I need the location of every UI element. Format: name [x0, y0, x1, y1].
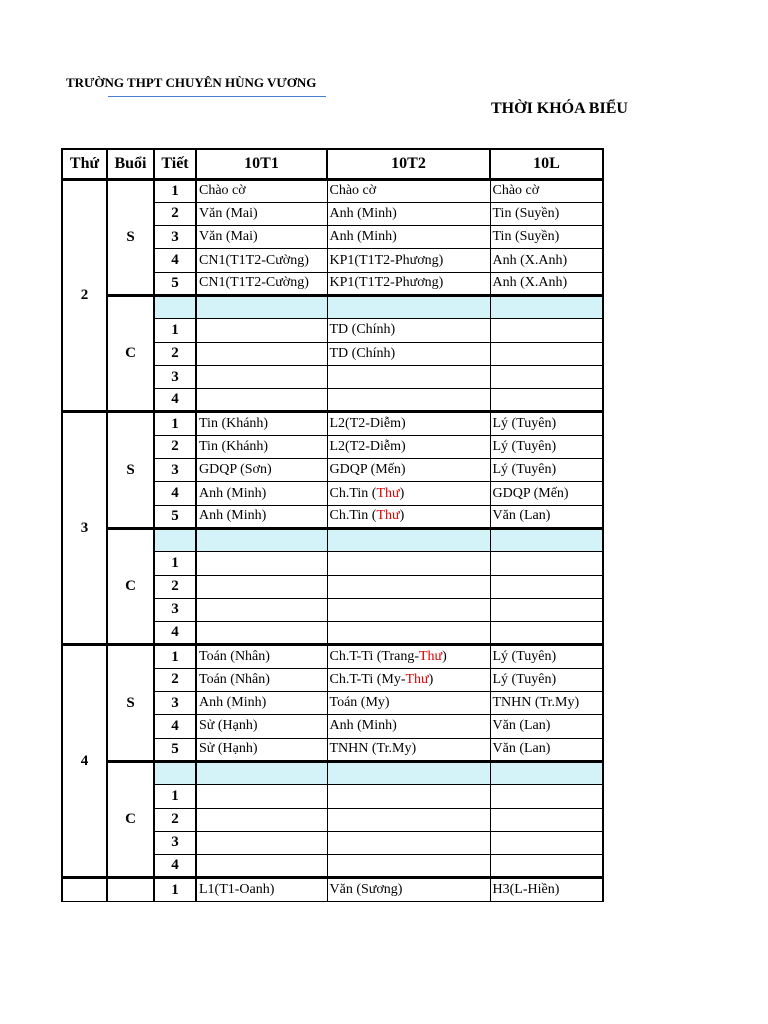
period-cell: 5 — [154, 738, 196, 761]
cell-text: Tin (Khánh) — [199, 416, 269, 432]
schedule-cell — [327, 505, 490, 528]
cell-text: Chào cờ — [492, 183, 540, 199]
schedule-cell — [490, 761, 603, 784]
cell-text: Anh (Minh) — [329, 205, 397, 221]
cell-text: Anh (Minh) — [199, 695, 267, 711]
cell-text: Tin (Khánh) — [199, 438, 269, 454]
cell-text: Văn (Mai) — [199, 229, 258, 245]
period-cell — [154, 528, 196, 551]
cell-text: Văn (Lan) — [492, 741, 551, 757]
schedule-cell — [490, 505, 603, 528]
session-cell: C — [107, 295, 154, 411]
schedule-cell — [490, 226, 603, 249]
session-cell: S — [107, 179, 154, 295]
timetable — [61, 148, 604, 902]
document-title: THỜI KHÓA BIỂU — [491, 100, 628, 117]
teacher-highlight: Thư — [376, 485, 400, 501]
cell-text: Lý (Tuyên) — [492, 649, 557, 665]
schedule-cell — [327, 878, 490, 901]
cell-text: H3(L-Hiền) — [492, 882, 560, 898]
schedule-cell — [490, 622, 603, 645]
schedule-cell — [490, 692, 603, 715]
schedule-cell — [196, 785, 327, 808]
cell-text: KP1(T1T2-Phương) — [329, 275, 444, 291]
timetable-container — [61, 148, 602, 932]
cell-text: Chào cờ — [199, 183, 246, 199]
period-cell: 4 — [154, 249, 196, 272]
cell-text: Sử (Hạnh) — [199, 741, 258, 757]
cell-text: Lý (Tuyên) — [492, 671, 557, 687]
period-cell: 3 — [154, 365, 196, 388]
schedule-cell — [196, 808, 327, 831]
schedule-cell — [196, 598, 327, 621]
period-cell: 1 — [154, 179, 196, 202]
schedule-cell — [327, 831, 490, 854]
schedule-cell — [196, 179, 327, 202]
schedule-cell — [490, 808, 603, 831]
cell-text: Văn (Lan) — [492, 508, 551, 524]
cell-text: Anh (Minh) — [199, 485, 267, 501]
header-period: Tiết — [154, 149, 196, 179]
schedule-cell — [327, 622, 490, 645]
cell-text: Văn (Mai) — [199, 205, 258, 221]
schedule-cell — [196, 855, 327, 878]
header-row — [62, 149, 603, 179]
cell-text: KP1(T1T2-Phương) — [329, 252, 444, 268]
cell-text: Văn (Sương) — [329, 882, 403, 898]
schedule-cell — [490, 272, 603, 295]
period-row — [62, 179, 603, 202]
schedule-cell — [196, 715, 327, 738]
schedule-cell — [490, 785, 603, 808]
schedule-cell — [327, 808, 490, 831]
period-cell — [154, 295, 196, 318]
cell-text: Lý (Tuyên) — [492, 416, 557, 432]
cell-text: CN1(T1T2-Cường) — [199, 252, 309, 268]
schedule-cell — [196, 342, 327, 365]
period-cell: 2 — [154, 202, 196, 225]
schedule-cell — [196, 761, 327, 784]
schedule-cell — [327, 365, 490, 388]
schedule-cell — [490, 412, 603, 435]
header-class-10l: 10L — [490, 149, 603, 179]
period-cell: 5 — [154, 505, 196, 528]
period-cell — [154, 761, 196, 784]
schedule-cell — [490, 831, 603, 854]
schedule-cell — [327, 202, 490, 225]
header-session: Buổi — [107, 149, 154, 179]
schedule-cell — [196, 505, 327, 528]
cell-text: Tin (Suyền) — [492, 205, 560, 221]
schedule-cell — [490, 715, 603, 738]
header-class-10t2: 10T2 — [327, 149, 490, 179]
period-cell: 1 — [154, 552, 196, 575]
period-cell: 2 — [154, 808, 196, 831]
schedule-cell — [490, 878, 603, 901]
schedule-cell — [196, 482, 327, 505]
session-separator-row — [62, 528, 603, 551]
session-cell: S — [107, 412, 154, 528]
period-cell: 2 — [154, 342, 196, 365]
schedule-cell — [490, 179, 603, 202]
cell-text: Anh (X.Anh) — [492, 252, 568, 268]
cell-text: TNHN (Tr.My) — [329, 741, 417, 757]
schedule-cell — [327, 575, 490, 598]
cell-text: Anh (X.Anh) — [492, 275, 568, 291]
schedule-cell — [327, 272, 490, 295]
schedule-cell — [196, 831, 327, 854]
schedule-cell — [196, 738, 327, 761]
schedule-cell — [196, 319, 327, 342]
cell-text: Chào cờ — [329, 183, 377, 199]
schedule-cell — [196, 272, 327, 295]
schedule-cell — [327, 855, 490, 878]
schedule-cell — [327, 226, 490, 249]
schedule-cell — [196, 575, 327, 598]
session-cell: C — [107, 528, 154, 644]
session-cell: C — [107, 761, 154, 877]
schedule-cell — [490, 668, 603, 691]
day-cell — [62, 878, 107, 901]
cell-text: L2(T2-Diễm) — [329, 416, 406, 432]
cell-text: Lý (Tuyên) — [492, 462, 557, 478]
schedule-cell — [196, 878, 327, 901]
period-cell: 1 — [154, 645, 196, 668]
period-cell: 3 — [154, 692, 196, 715]
schedule-cell — [327, 389, 490, 412]
schedule-cell — [196, 435, 327, 458]
cell-text: Văn (Lan) — [492, 718, 551, 734]
schedule-cell — [327, 482, 490, 505]
schedule-cell — [490, 342, 603, 365]
schedule-cell — [327, 249, 490, 272]
schedule-cell — [490, 389, 603, 412]
period-cell: 2 — [154, 575, 196, 598]
schedule-cell — [196, 668, 327, 691]
schedule-cell — [327, 692, 490, 715]
schedule-cell — [490, 598, 603, 621]
period-cell: 2 — [154, 435, 196, 458]
cell-text: TD (Chính) — [329, 345, 396, 361]
day-cell: 3 — [62, 412, 107, 645]
period-cell: 2 — [154, 668, 196, 691]
period-cell: 3 — [154, 598, 196, 621]
cell-text: GDQP (Mến) — [329, 462, 406, 478]
cell-text: Toán (Nhân) — [199, 671, 270, 687]
period-cell: 4 — [154, 389, 196, 412]
schedule-cell — [490, 482, 603, 505]
schedule-cell — [196, 459, 327, 482]
schedule-cell — [490, 365, 603, 388]
period-cell: 3 — [154, 459, 196, 482]
day-cell: 2 — [62, 179, 107, 412]
schedule-cell — [196, 645, 327, 668]
school-underline — [108, 96, 326, 97]
header-class-10t1: 10T1 — [196, 149, 327, 179]
schedule-cell — [327, 598, 490, 621]
period-row — [62, 878, 603, 901]
period-cell: 1 — [154, 878, 196, 901]
period-cell: 3 — [154, 226, 196, 249]
cell-text: Toán (Nhân) — [199, 649, 270, 665]
cell-text: TNHN (Tr.My) — [492, 695, 580, 711]
schedule-cell — [490, 435, 603, 458]
schedule-cell — [327, 785, 490, 808]
schedule-cell — [490, 202, 603, 225]
cell-text: Anh (Minh) — [199, 508, 267, 524]
schedule-cell — [327, 552, 490, 575]
cell-text: Ch.T-Ti (My- — [329, 671, 406, 687]
period-row — [62, 645, 603, 668]
period-cell: 3 — [154, 831, 196, 854]
cell-text: Ch.Tin ( — [329, 508, 377, 524]
cell-text: Sử (Hạnh) — [199, 718, 258, 734]
schedule-cell — [196, 622, 327, 645]
schedule-cell — [327, 342, 490, 365]
schedule-cell — [327, 179, 490, 202]
cell-text: ) — [399, 485, 405, 501]
schedule-cell — [196, 389, 327, 412]
school-name: TRƯỜNG THPT CHUYÊN HÙNG VƯƠNG — [66, 75, 317, 90]
session-cell — [107, 878, 154, 901]
period-cell: 4 — [154, 622, 196, 645]
schedule-cell — [196, 226, 327, 249]
period-cell: 1 — [154, 319, 196, 342]
schedule-cell — [490, 552, 603, 575]
cell-text: GDQP (Mến) — [492, 485, 569, 501]
schedule-cell — [327, 715, 490, 738]
schedule-cell — [327, 528, 490, 551]
schedule-cell — [490, 319, 603, 342]
session-cell: S — [107, 645, 154, 761]
period-cell: 4 — [154, 855, 196, 878]
period-cell: 5 — [154, 272, 196, 295]
cell-text: CN1(T1T2-Cường) — [199, 275, 309, 291]
period-cell: 4 — [154, 715, 196, 738]
schedule-cell — [490, 738, 603, 761]
session-separator-row — [62, 761, 603, 784]
schedule-cell — [196, 412, 327, 435]
cell-text: ) — [399, 508, 405, 524]
day-cell: 4 — [62, 645, 107, 878]
schedule-cell — [196, 295, 327, 318]
cell-text: Anh (Minh) — [329, 229, 397, 245]
cell-text: GDQP (Sơn) — [199, 462, 272, 478]
teacher-highlight: Thư — [418, 649, 443, 665]
schedule-cell — [490, 249, 603, 272]
schedule-cell — [196, 552, 327, 575]
period-cell: 1 — [154, 785, 196, 808]
schedule-cell — [327, 459, 490, 482]
cell-text: Ch.T-Ti (Trang- — [329, 649, 419, 665]
schedule-cell — [196, 365, 327, 388]
header-day: Thứ — [62, 149, 107, 179]
schedule-cell — [327, 738, 490, 761]
cell-text: L2(T2-Diễm) — [329, 438, 406, 454]
schedule-cell — [327, 412, 490, 435]
schedule-cell — [196, 249, 327, 272]
schedule-cell — [490, 855, 603, 878]
cell-text: Toán (My) — [329, 695, 390, 711]
period-cell: 4 — [154, 482, 196, 505]
schedule-cell — [327, 435, 490, 458]
cell-text: Lý (Tuyên) — [492, 438, 557, 454]
schedule-cell — [327, 295, 490, 318]
period-row — [62, 412, 603, 435]
cell-text: Anh (Minh) — [329, 718, 397, 734]
schedule-cell — [490, 575, 603, 598]
schedule-cell — [327, 645, 490, 668]
schedule-cell — [327, 668, 490, 691]
schedule-cell — [327, 761, 490, 784]
schedule-cell — [196, 692, 327, 715]
cell-text: ) — [442, 649, 447, 665]
schedule-cell — [490, 645, 603, 668]
cell-text: Ch.Tin ( — [329, 485, 377, 501]
schedule-cell — [196, 202, 327, 225]
teacher-highlight: Thư — [405, 671, 429, 687]
timetable-body — [62, 179, 603, 901]
cell-text: Tin (Suyền) — [492, 229, 560, 245]
cell-text: TD (Chính) — [329, 322, 396, 338]
teacher-highlight: Thư — [376, 508, 400, 524]
cell-text: L1(T1-Oanh) — [199, 882, 275, 898]
schedule-cell — [490, 528, 603, 551]
schedule-cell — [196, 528, 327, 551]
cell-text: ) — [428, 671, 434, 687]
session-separator-row — [62, 295, 603, 318]
schedule-cell — [327, 319, 490, 342]
schedule-cell — [490, 459, 603, 482]
period-cell: 1 — [154, 412, 196, 435]
schedule-cell — [490, 295, 603, 318]
